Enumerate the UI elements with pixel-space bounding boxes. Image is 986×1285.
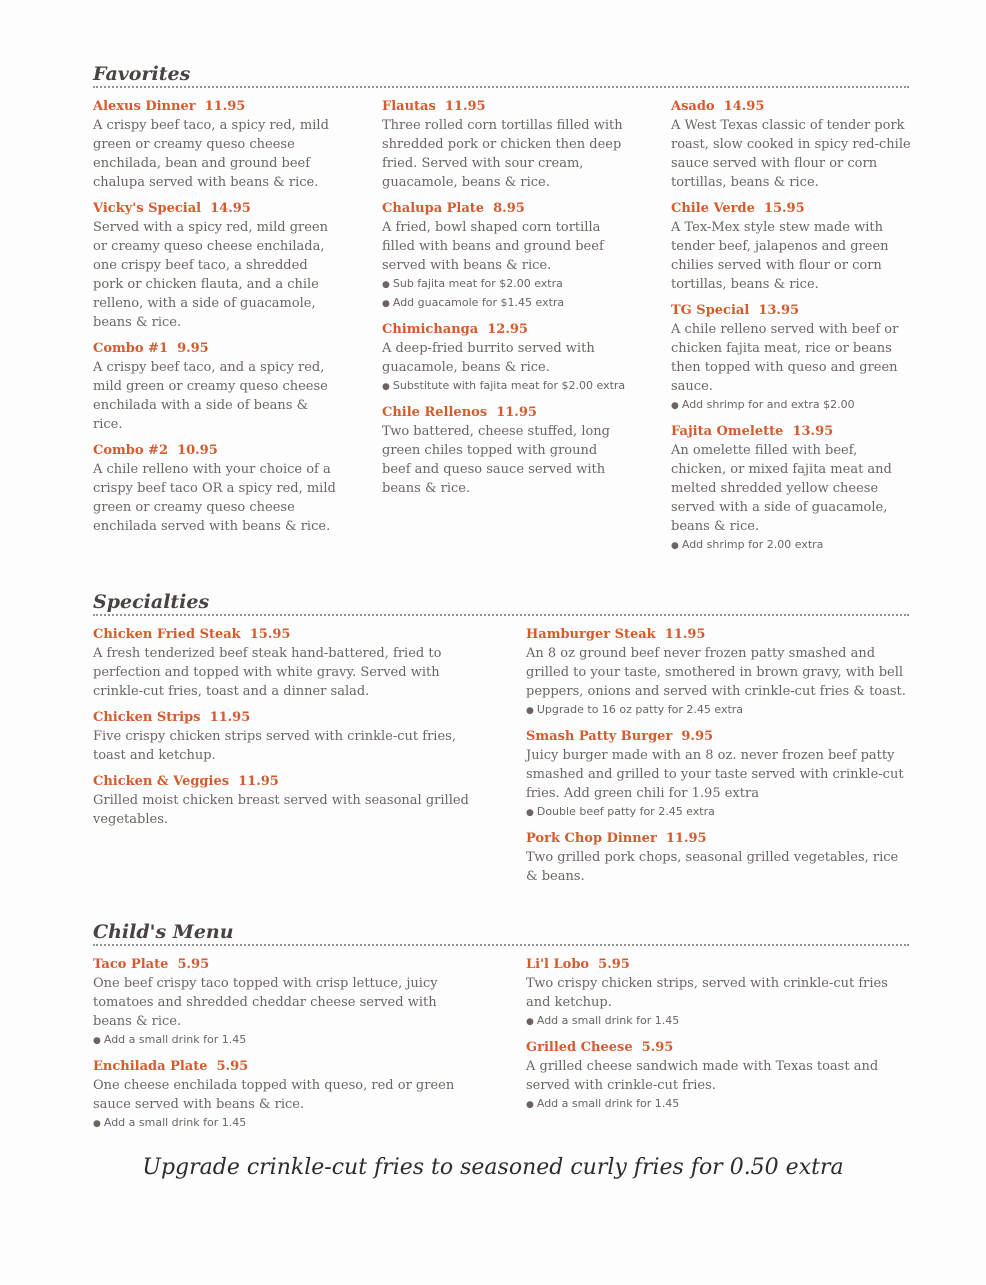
menu-item-note — [526, 803, 911, 822]
menu-item-price: 13.95 — [792, 424, 834, 439]
menu-item — [93, 708, 473, 765]
menu-item — [93, 1057, 468, 1133]
menu-item-description: Juicy burger made with an 8 oz. never frozen beef patty smashed and grilled to your taste served with crinkle-cut fries. Add green chili for 1.95 extra — [526, 748, 904, 801]
menu-item-price: 14.95 — [210, 201, 251, 216]
menu-item — [93, 441, 338, 536]
menu-item-name: Hamburger Steak — [526, 627, 656, 642]
bullet-icon: ● — [382, 299, 390, 309]
section-childs-menu — [93, 920, 909, 1129]
menu-item-description: A fried, bowl shaped corn tortilla filled with beans and ground beef served with beans & rice. — [382, 220, 604, 273]
menu-item-title — [382, 199, 627, 218]
menu-item-note — [526, 701, 911, 720]
bullet-icon: ● — [93, 1036, 101, 1046]
menu-item-note-text: Add a small drink for 1.45 — [536, 1097, 680, 1110]
menu-item-note — [382, 275, 627, 294]
menu-item — [526, 1038, 911, 1114]
menu-item-price: 15.95 — [249, 627, 291, 642]
menu-item-note-text: Substitute with fajita meat for $2.00 extra — [392, 379, 626, 392]
menu-item-name: Flautas — [382, 99, 436, 114]
menu-item-price: 5.95 — [177, 957, 210, 972]
bullet-icon: ● — [526, 1100, 534, 1110]
menu-item — [382, 97, 627, 192]
menu-item-name: Combo #1 — [93, 341, 168, 356]
menu-item-name: Smash Patty Burger — [526, 729, 673, 744]
bullet-icon: ● — [526, 1017, 534, 1027]
menu-item-name: Vicky's Special — [93, 201, 202, 216]
menu-item — [671, 301, 911, 415]
menu-item-description: A chile relleno with your choice of a crispy beef taco OR a spicy red, mild green or creamy queso cheese enchilada served with beans & rice. — [93, 462, 336, 534]
menu-item-name: TG Special — [671, 303, 750, 318]
menu-item-name: Chicken & Veggies — [93, 774, 230, 789]
menu-item — [671, 97, 911, 192]
bullet-icon: ● — [93, 1119, 101, 1129]
menu-item-note-text: Upgrade to 16 oz patty for 2.45 extra — [536, 703, 744, 716]
menu-item-description: A fresh tenderized beef steak hand-battered, fried to perfection and topped with white gravy. Served with crinkle-cut fries, toast and a dinner salad. — [93, 646, 442, 699]
menu-item-price: 10.95 — [177, 443, 218, 458]
bullet-icon: ● — [382, 382, 390, 392]
menu-item-description: One beef crispy taco topped with crisp lettuce, juicy tomatoes and shredded cheddar cheese served with beans & rice. — [93, 976, 438, 1029]
section-specialties — [93, 590, 909, 884]
menu-item-title — [93, 199, 338, 218]
menu-item-description: Served with a spicy red, mild green or creamy queso cheese enchilada, one crispy beef taco, a shredded pork or chicken flauta, and a chile relleno, with a side of guacamole, beans & rice. — [93, 220, 328, 330]
menu-item-name: Pork Chop Dinner — [526, 831, 657, 846]
menu-item-price: 9.95 — [681, 729, 714, 744]
menu-item-description: Two crispy chicken strips, served with crinkle-cut fries and ketchup. — [526, 976, 888, 1010]
section-title: Favorites — [93, 62, 909, 88]
menu-item-name: Enchilada Plate — [93, 1059, 208, 1074]
menu-item-price: 11.95 — [664, 627, 706, 642]
menu-item-note — [93, 1031, 468, 1050]
menu-item-title — [671, 97, 911, 116]
menu-item-note — [93, 1114, 468, 1133]
menu-item-title — [93, 625, 473, 644]
menu-item-note-text: Add a small drink for 1.45 — [103, 1116, 247, 1129]
menu-item-price: 5.95 — [216, 1059, 249, 1074]
menu-item-price: 5.95 — [641, 1040, 674, 1055]
menu-column — [93, 625, 473, 836]
menu-item-title — [526, 625, 911, 644]
menu-column — [671, 97, 911, 562]
menu-item-note-text: Add guacamole for $1.45 extra — [392, 296, 565, 309]
menu-item-note — [382, 377, 627, 396]
menu-item-description: An omelette filled with beef, chicken, or mixed fajita meat and melted shredded yellow cheese served with a side of guacamole, beans & rice. — [671, 443, 892, 534]
menu-item-name: Chimichanga — [382, 322, 479, 337]
menu-item-description: A Tex-Mex style stew made with tender beef, jalapenos and green chilies served with flour or corn tortillas, beans & rice. — [671, 220, 889, 292]
menu-item — [93, 772, 473, 829]
menu-item-title — [526, 829, 911, 848]
menu-item-description: A crispy beef taco, a spicy red, mild green or creamy queso cheese enchilada, bean and ground beef chalupa served with beans & rice. — [93, 118, 329, 190]
menu-item — [526, 625, 911, 720]
menu-item — [526, 727, 911, 822]
menu-item-note-text: Sub fajita meat for $2.00 extra — [392, 277, 563, 290]
menu-item-name: Chile Rellenos — [382, 405, 488, 420]
menu-item-note-text: Add a small drink for 1.45 — [536, 1014, 680, 1027]
menu-item — [93, 97, 338, 192]
menu-item-description: Grilled moist chicken breast served with seasonal grilled vegetables. — [93, 793, 469, 827]
menu-column — [93, 955, 468, 1140]
menu-item-description: A deep-fried burrito served with guacamole, beans & rice. — [382, 341, 595, 375]
bullet-icon: ● — [526, 808, 534, 818]
menu-item-title — [382, 403, 627, 422]
menu-item-title — [93, 441, 338, 460]
menu-item-price: 11.95 — [496, 405, 537, 420]
menu-item-description: A chile relleno served with beef or chicken fajita meat, rice or beans then topped with queso and green sauce. — [671, 322, 899, 394]
menu-item-title — [382, 320, 627, 339]
menu-item-note — [382, 294, 627, 313]
menu-item-description: Three rolled corn tortillas filled with shredded pork or chicken then deep fried. Served with sour cream, guacamole, beans & rice. — [382, 118, 623, 190]
menu-item-note-text: Double beef patty for 2.45 extra — [536, 805, 715, 818]
menu-item-title — [93, 339, 338, 358]
menu-item — [93, 955, 468, 1050]
menu-item-note — [671, 536, 911, 555]
menu-item-title — [93, 708, 473, 727]
menu-item-price: 11.95 — [444, 99, 486, 114]
menu-item — [671, 199, 911, 294]
menu-item-name: Asado — [671, 99, 715, 114]
menu-item-description: Two battered, cheese stuffed, long green chiles topped with ground beef and queso sauce served with beans & rice. — [382, 424, 611, 496]
menu-column — [526, 955, 911, 1121]
menu-item — [93, 199, 338, 332]
menu-item-name: Chicken Fried Steak — [93, 627, 241, 642]
menu-item — [526, 829, 911, 886]
menu-item-price: 8.95 — [493, 201, 525, 216]
menu-item — [671, 422, 911, 555]
menu-item-description: Two grilled pork chops, seasonal grilled vegetables, rice & beans. — [526, 850, 899, 884]
menu-item-note-text: Add shrimp for 2.00 extra — [681, 538, 824, 551]
footer-note: Upgrade crinkle-cut fries to seasoned curly fries for 0.50 extra — [142, 1155, 844, 1180]
menu-item-name: Chile Verde — [671, 201, 755, 216]
menu-item-name: Chalupa Plate — [382, 201, 485, 216]
menu-item-title — [382, 97, 627, 116]
menu-item-price: 15.95 — [763, 201, 805, 216]
menu-item-title — [93, 772, 473, 791]
menu-item-name: Fajita Omelette — [671, 424, 784, 439]
section-title: Specialties — [93, 590, 909, 616]
menu-item-price: 5.95 — [598, 957, 630, 972]
menu-item-price: 12.95 — [487, 322, 528, 337]
menu-item-note — [526, 1095, 911, 1114]
menu-item-note — [671, 396, 911, 415]
menu-item-title — [526, 727, 911, 746]
menu-column — [382, 97, 627, 505]
menu-item-title — [671, 301, 911, 320]
menu-item-description: A West Texas classic of tender pork roast, slow cooked in spicy red-chile sauce served with flour or corn tortillas, beans & rice. — [671, 118, 911, 190]
menu-item-title — [671, 422, 911, 441]
bullet-icon: ● — [382, 280, 390, 290]
menu-item-name: Li'l Lobo — [526, 957, 590, 972]
menu-item-title — [93, 955, 468, 974]
menu-item — [526, 955, 911, 1031]
menu-item — [382, 199, 627, 313]
menu-item-name: Taco Plate — [93, 957, 169, 972]
bullet-icon: ● — [526, 706, 534, 716]
menu-item-description: Five crispy chicken strips served with crinkle-cut fries, toast and ketchup. — [93, 729, 456, 763]
menu-item-description: One cheese enchilada topped with queso, red or green sauce served with beans & rice. — [93, 1078, 455, 1112]
menu-column — [526, 625, 911, 893]
bullet-icon: ● — [671, 541, 679, 551]
menu-item-price: 9.95 — [177, 341, 209, 356]
menu-item-title — [671, 199, 911, 218]
bullet-icon: ● — [671, 401, 679, 411]
menu-item-title — [93, 97, 338, 116]
menu-item-name: Chicken Strips — [93, 710, 201, 725]
menu-item-description: A grilled cheese sandwich made with Texas toast and served with crinkle-cut fries. — [526, 1059, 879, 1093]
menu-item-note — [526, 1012, 911, 1031]
menu-column — [93, 97, 338, 543]
menu-item — [382, 403, 627, 498]
menu-item-price: 11.95 — [204, 99, 246, 114]
menu-item-name: Grilled Cheese — [526, 1040, 633, 1055]
menu-item — [93, 625, 473, 701]
menu-item — [382, 320, 627, 396]
menu-item-name: Combo #2 — [93, 443, 168, 458]
menu-item-price: 11.95 — [209, 710, 251, 725]
menu-item-title — [526, 1038, 911, 1057]
menu-item-price: 11.95 — [665, 831, 707, 846]
section-favorites — [93, 62, 911, 551]
menu-item-note-text: Add a small drink for 1.45 — [103, 1033, 247, 1046]
menu-item-name: Alexus Dinner — [93, 99, 196, 114]
menu-item — [93, 339, 338, 434]
menu-item-description: An 8 oz ground beef never frozen patty smashed and grilled to your taste, smothered in brown gravy, with bell peppers, onions and served with crinkle-cut fries & toast. — [526, 646, 906, 699]
menu-item-title — [93, 1057, 468, 1076]
menu-item-description: A crispy beef taco, and a spicy red, mild green or creamy queso cheese enchilada with a side of beans & rice. — [93, 360, 328, 432]
menu-item-price: 14.95 — [723, 99, 765, 114]
menu-item-price: 11.95 — [238, 774, 279, 789]
menu-item-price: 13.95 — [758, 303, 800, 318]
menu-item-title — [526, 955, 911, 974]
menu-item-note-text: Add shrimp for and extra $2.00 — [681, 398, 855, 411]
section-title: Child's Menu — [93, 920, 909, 946]
